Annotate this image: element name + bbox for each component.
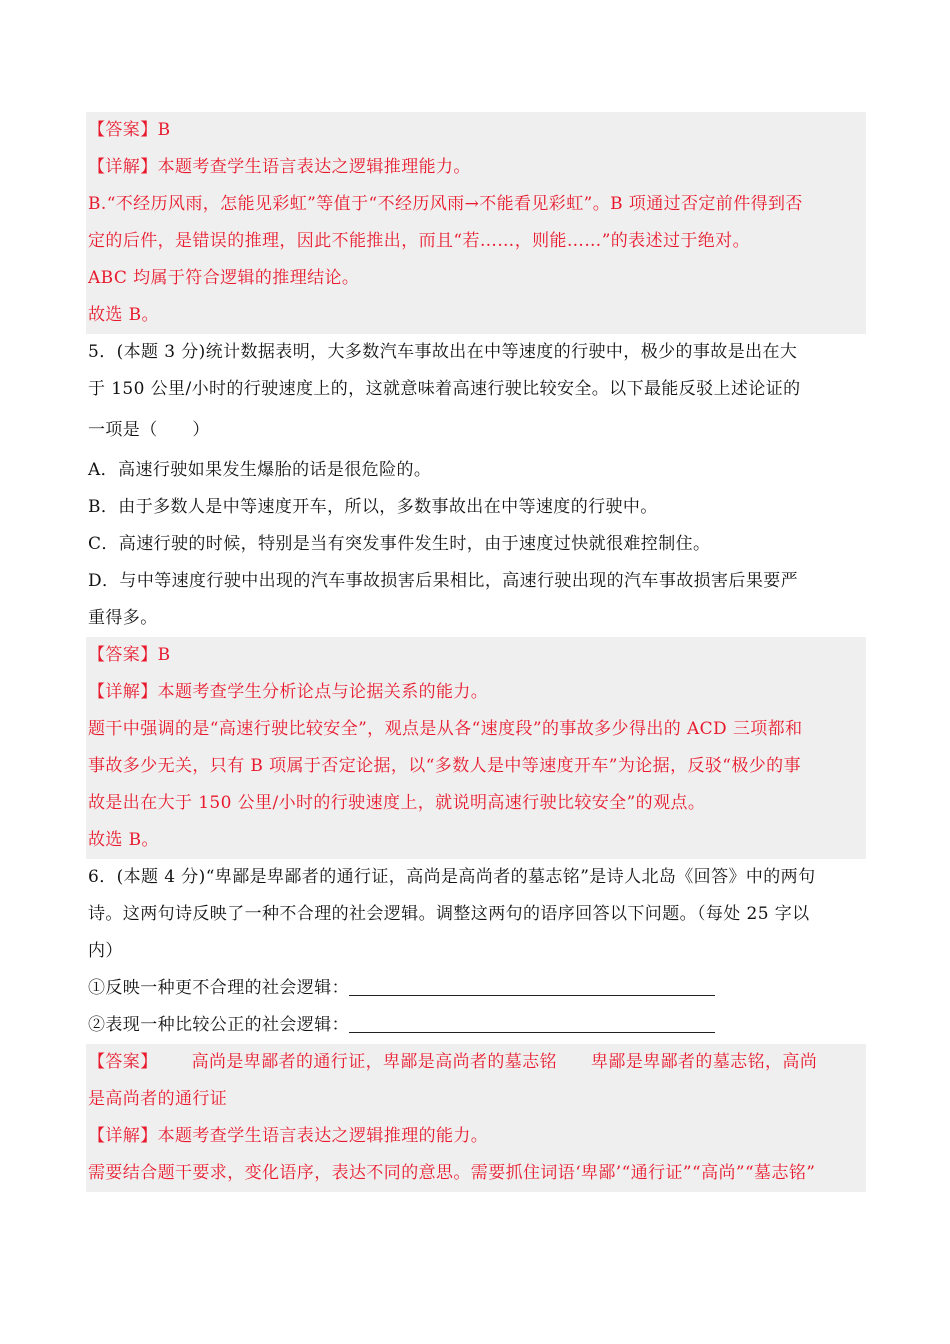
- answer-value: B: [157, 120, 171, 140]
- detail-tag: 【详解】: [88, 1126, 158, 1146]
- answer-tag: 【答案】: [88, 1052, 158, 1072]
- q6-answer-line: [86, 1044, 866, 1081]
- q5-stem-line: 于 150 公里/小时的行驶速度上的，这就意味着高速行驶比较安全。以下最能反驳上述论证的: [88, 379, 801, 399]
- q4-answer-line: [86, 112, 866, 149]
- q5-option-b: B．由于多数人是中等速度开车，所以，多数事故出在中等速度的行驶中。: [88, 497, 658, 517]
- document-page: [86, 112, 866, 1192]
- q5-option-a: A．高速行驶如果发生爆胎的话是很危险的。: [88, 460, 432, 480]
- q5-answer-box: [86, 637, 866, 859]
- q6-answer-box: [86, 1044, 866, 1192]
- q6-answer-line-2: 是高尚者的通行证: [88, 1089, 228, 1109]
- q5-stem-line: 一项是（ ）: [88, 420, 210, 440]
- q5-stem: [86, 334, 866, 452]
- q5-options: [86, 452, 866, 637]
- q5-option-c: C．高速行驶的时候，特别是当有突发事件发生时，由于速度过快就很难控制住。: [88, 534, 711, 554]
- q6-stem-line: 6．(本题 4 分)“卑鄙是卑鄙者的通行证，高尚是高尚者的墓志铭”是诗人北岛《回答》中的两句: [88, 867, 816, 887]
- q4-detail-line: 定的后件，是错误的推理，因此不能推出，而且“若……，则能……”的表述过于绝对。: [88, 231, 750, 251]
- q5-detail-line: 故是出在大于 150 公里/小时的行驶速度上，就说明高速行驶比较安全”的观点。: [88, 793, 706, 813]
- detail-intro: 本题考查学生分析论点与论据关系的能力。: [157, 682, 489, 702]
- q6-stem: [86, 859, 866, 1044]
- q6-blank-2-line: [86, 1007, 866, 1044]
- q6-detail-intro-line: [86, 1118, 866, 1155]
- q5-detail-line: 题干中强调的是“高速行驶比较安全”，观点是从各“速度段”的事故多少得出的 ACD 三项都和: [88, 719, 803, 739]
- q6-detail-line: 需要结合题干要求，变化语序，表达不同的意思。需要抓住词语‘卑鄙’“通行证”“高尚”“墓志铭”: [88, 1163, 816, 1183]
- answer-tag: 【答案】: [88, 120, 158, 140]
- answer-value: B: [157, 645, 171, 665]
- q4-detail-intro-line: [86, 149, 866, 186]
- q4-detail-line: 故选 B。: [88, 305, 159, 325]
- q5-detail-intro-line: [86, 674, 866, 711]
- q4-detail-line: B.“不经历风雨，怎能见彩虹”等值于“不经历风雨→不能看见彩虹”。B 项通过否定前件得到否: [88, 194, 803, 214]
- answer-tag: 【答案】: [88, 645, 158, 665]
- blank-label: ②表现一种比较公正的社会逻辑：: [88, 1015, 349, 1035]
- q5-detail-line: 事故多少无关，只有 B 项属于否定论据，以“多数人是中等速度开车”为论据，反驳“极少的事: [88, 756, 801, 776]
- q6-stem-line: 诗。这两句诗反映了一种不合理的社会逻辑。调整这两句的语序回答以下问题。（每处 25 字以: [88, 904, 810, 924]
- blank-label: ①反映一种更不合理的社会逻辑：: [88, 978, 349, 998]
- detail-intro: 本题考查学生语言表达之逻辑推理能力。: [157, 157, 471, 177]
- answer-blank: [349, 1014, 715, 1033]
- q5-answer-line: [86, 637, 866, 674]
- detail-intro: 本题考查学生语言表达之逻辑推理的能力。: [157, 1126, 489, 1146]
- q6-stem-line: 内）: [88, 941, 123, 961]
- q5-detail-line: 故选 B。: [88, 830, 159, 850]
- answer-part-2: 卑鄙是卑鄙者的墓志铭，高尚: [591, 1052, 818, 1072]
- detail-tag: 【详解】: [88, 157, 158, 177]
- detail-tag: 【详解】: [88, 682, 158, 702]
- q5-option-d-cont: 重得多。: [88, 608, 158, 628]
- q5-stem-line: 5．(本题 3 分)统计数据表明，大多数汽车事故出在中等速度的行驶中，极少的事故是出在大: [88, 342, 798, 362]
- q6-blank-1-line: [86, 970, 866, 1007]
- q4-detail-line: ABC 均属于符合逻辑的推理结论。: [88, 268, 360, 288]
- q5-option-d: D．与中等速度行驶中出现的汽车事故损害后果相比，高速行驶出现的汽车事故损害后果要严: [88, 571, 799, 591]
- answer-blank: [349, 977, 715, 996]
- answer-part-1: 高尚是卑鄙者的通行证，卑鄙是高尚者的墓志铭: [191, 1052, 558, 1072]
- q4-answer-box: [86, 112, 866, 334]
